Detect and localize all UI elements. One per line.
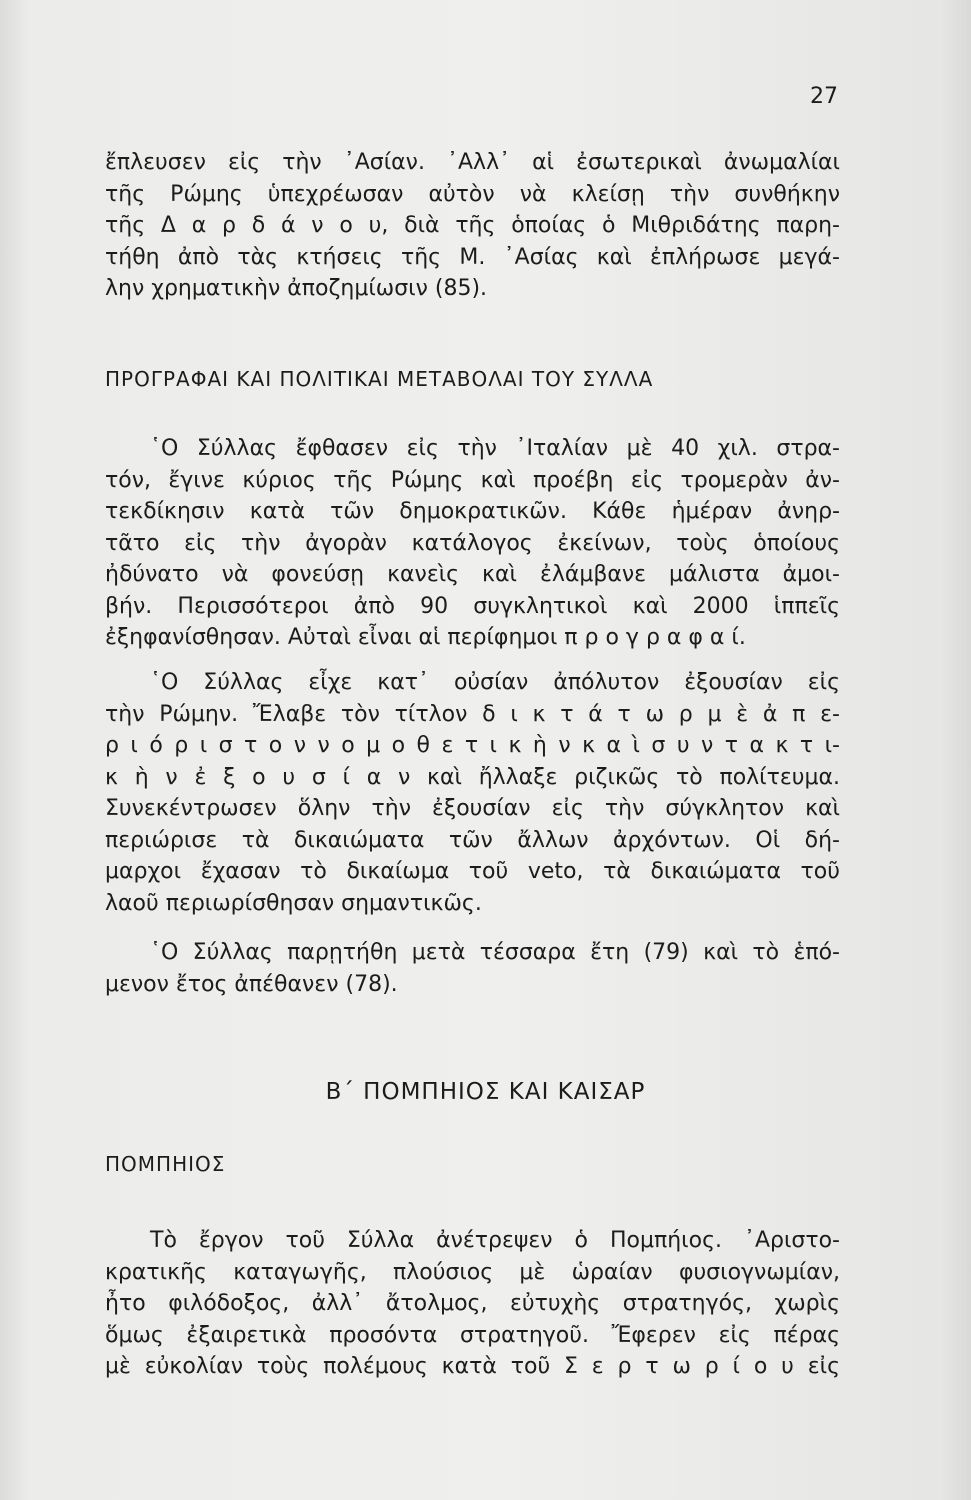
text-line: μὲ εὐκολίαν τοὺς πολέμους κατὰ τοῦ Σ ε ρ τ ω ρ ί ο υ εἰς [105, 1354, 840, 1379]
text-line: ἠδύνατο νὰ φονεύσῃ κανεὶς καὶ ἐλάμβανε μάλιστα ἀμοι- [105, 562, 840, 587]
text-line: κ ὴ ν ἐ ξ ο υ σ ί α ν καὶ ἤλλαξε ριζικῶς τὸ πολίτευμα. [105, 764, 840, 790]
heading-pompey: ΠΟΜΠΗΙΟΣ [105, 1152, 226, 1176]
text-line: τόν, ἔγινε κύριος τῆς Ρώμης καὶ προέβη εἰς τρομερὰν ἀν- [105, 467, 840, 493]
text-line: τὴν Ρώμην. Ἔλαβε τὸν τίτλον δ ι κ τ ά τ ω ρ μ ὲ ἀ π ε- [105, 701, 840, 727]
text-line: τήθη ἀπὸ τὰς κτήσεις τῆς Μ. ᾿Ασίας καὶ ἐπλήρωσε μεγά- [105, 244, 840, 270]
text-line: ὅμως ἐξαιρετικὰ προσόντα στρατηγοῦ. Ἔφερεν εἰς πέρας [105, 1322, 840, 1348]
heading-proscriptions: ΠΡΟΓΡΑΦΑΙ ΚΑΙ ΠΟΛΙΤΙΚΑΙ ΜΕΤΑΒΟΛΑΙ ΤΟΥ ΣΥΛΛΑ [105, 367, 654, 391]
text-line: ῾Ο Σύλλας εἶχε κατ᾿ οὐσίαν ἀπόλυτον ἐξουσίαν εἰς [150, 670, 840, 695]
text-line: περιώρισε τὰ δικαιώματα τῶν ἄλλων ἀρχόντων. Οἱ δή- [105, 827, 840, 853]
text-line: λην χρηματικὴν ἀποζημίωσιν (85). [105, 276, 488, 301]
text-line: Συνεκέντρωσεν ὅλην τὴν ἐξουσίαν εἰς τὴν σύγκλητον καὶ [105, 796, 840, 821]
text-line: βήν. Περισσότεροι ἀπὸ 90 συγκλητικοὶ καὶ 2000 ἱππεῖς [105, 593, 840, 619]
text-line: ἐξηφανίσθησαν. Αὐταὶ εἶναι αἱ περίφημοι π ρ ο γ ρ α φ α ί. [105, 625, 746, 650]
text-line: ρ ι ό ρ ι σ τ ο ν ν ο μ ο θ ε τ ι κ ὴ ν κ α ὶ σ υ ν τ α κ τ ι- [105, 733, 840, 758]
text-line: λαοῦ περιωρίσθησαν σημαντικῶς. [105, 890, 482, 916]
text-line: μαρχοι ἔχασαν τὸ δικαίωμα τοῦ veto, τὰ δικαιώματα τοῦ [105, 859, 840, 884]
paragraph-dictatorship [105, 667, 840, 919]
text-line: ῾Ο Σύλλας ἔφθασεν εἰς τὴν ᾿Ιταλίαν μὲ 40 χιλ. στρα- [150, 436, 840, 461]
text-line: τᾶτο εἰς τὴν ἀγορὰν κατάλογος ἐκείνων, τοὺς ὁποίους [105, 530, 840, 556]
text-line: τεκδίκησιν κατὰ τῶν δημοκρατικῶν. Κάθε ἡμέραν ἀνηρ- [105, 499, 840, 524]
text-line: μενον ἔτος ἀπέθανεν (78). [105, 971, 398, 997]
text-line: ῾Ο Σύλλας παρῃτήθη μετὰ τέσσαρα ἔτη (79) καὶ τὸ ἑπό- [150, 940, 840, 965]
paragraph-pompey [105, 1225, 840, 1383]
text-line: ἔπλευσεν εἰς τὴν ᾿Ασίαν. ᾿Αλλ᾿ αἱ ἐσωτερικαὶ ἀνωμαλίαι [105, 150, 840, 175]
text-line: τῆς Δ α ρ δ ά ν ο υ, διὰ τῆς ὁποίας ὁ Μιθριδάτης παρη- [105, 213, 840, 238]
heading-section-pompey-caesar: Β΄ ΠΟΜΠΗΙΟΣ ΚΑΙ ΚΑΙΣΑΡ [325, 1079, 646, 1105]
paragraph-asia-return [105, 147, 840, 305]
page-number: 27 [810, 84, 838, 109]
text-line: Τὸ ἔργον τοῦ Σύλλα ἀνέτρεψεν ὁ Πομπήιος. ᾿Αριστο- [150, 1228, 840, 1253]
text-line: τῆς Ρώμης ὑπεχρέωσαν αὐτὸν νὰ κλείσῃ τὴν συνθήκην [105, 181, 840, 207]
text-line: κρατικῆς καταγωγῆς, πλούσιος μὲ ὡραίαν φυσιογνωμίαν, [105, 1259, 840, 1285]
paragraph-abdication [105, 937, 840, 1000]
text-line: ἦτο φιλόδοξος, ἀλλ᾿ ἄτολμος, εὐτυχὴς στρατηγός, χωρὶς [105, 1291, 840, 1316]
paragraph-proscriptions [105, 433, 840, 654]
